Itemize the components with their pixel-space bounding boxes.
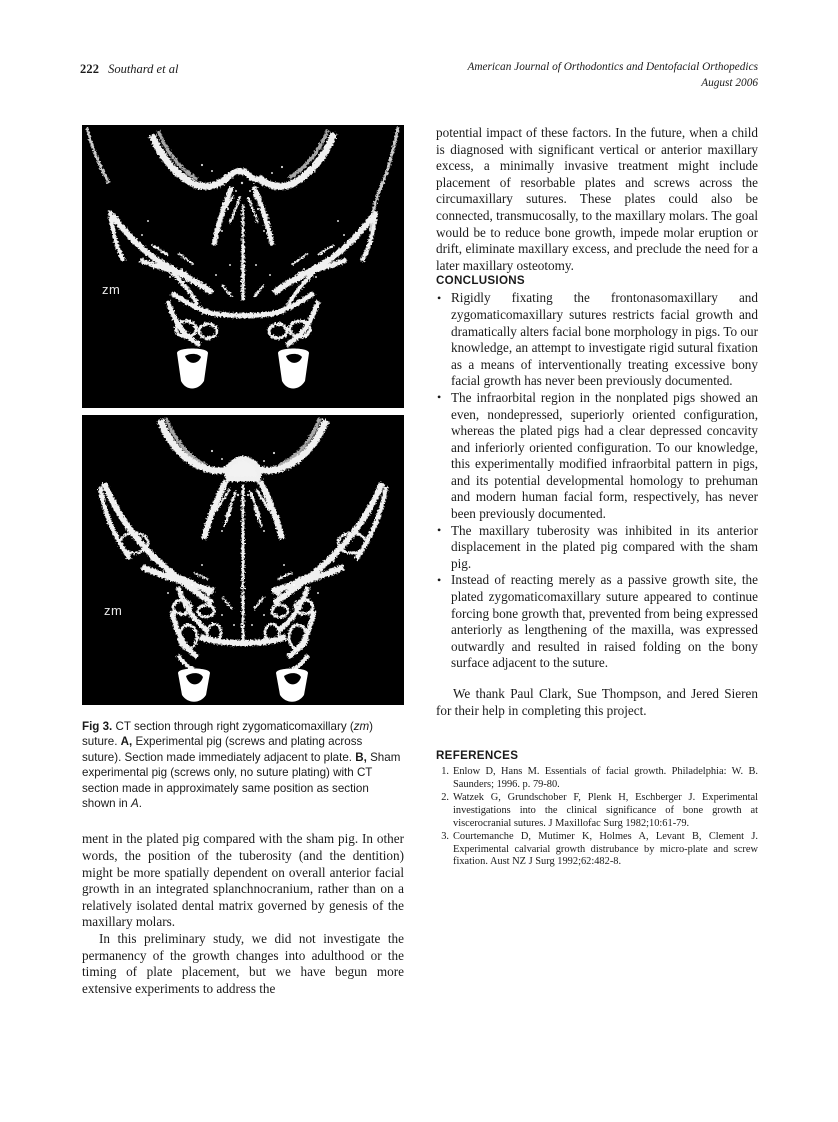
figure-3 — [82, 125, 404, 811]
ct-image-panel-b — [82, 415, 404, 705]
page-number: 222 — [80, 62, 100, 76]
caption-a-reference: A — [130, 797, 139, 811]
conclusions-list — [436, 290, 758, 672]
acknowledgment-paragraph: We thank Paul Clark, Sue Thompson, and Jered Sieren for their help in completing this project. — [436, 686, 758, 718]
running-head — [80, 60, 758, 100]
conclusion-item: • Rigidly fixating the frontonasomaxillary and zygomaticomaxillary sutures restricts facial growth and dramatically alters facial bone morphology in pigs. To our knowledge, an attempt to investigate rigid sutural fixation as a means of interventionally treating excessive bony facial growth has never been previously documented. — [436, 290, 758, 390]
conclusion-item: • Instead of reacting merely as a passive growth site, the plated zygomaticomaxillary suture appeared to continue forcing bone growth that, prevented from being expressed anteriorly as lengthening of the maxilla, was expressed outwardly and resulted in raised folding on the bony surface adjacent to the suture. — [436, 572, 758, 672]
zm-label-panel-a: zm — [102, 282, 121, 297]
caption-panel-b-marker: B, — [355, 750, 367, 764]
caption-text-end: . — [138, 797, 142, 811]
running-head-left — [80, 60, 178, 78]
caption-text-1: CT section through right zygomaticomaxillary ( — [112, 720, 354, 733]
caption-text-2: ) suture. — [82, 720, 374, 749]
conclusion-item: • The infraorbital region in the nonplated pigs showed an even, nondepressed, superiorly oriented configuration, whereas the plated pigs had a clear depressed concavity and inferiorly oriented configuration. To our knowledge, this experimentally modified infraorbital pattern in pigs, and its potential developmental homology to prehuman and modern human facial form, respectively, has never been previously documented. — [436, 390, 758, 523]
caption-zm-italic: zm — [353, 720, 370, 733]
conclusion-item: • The maxillary tuberosity was inhibited in its anterior displacement in the plated pig compared with the sham pig. — [436, 523, 758, 573]
conclusions-heading: CONCLUSIONS — [436, 274, 525, 288]
references-heading: REFERENCES — [436, 749, 519, 763]
left-paragraph-2: In this preliminary study, we did not investigate the permanency of the growth changes into adulthood or the timing of plate placement, but we have begun more extensive experiments to address the — [82, 931, 404, 996]
reference-item: Courtemanche D, Mutimer K, Holmes A, Levant B, Clement J. Experimental calvarial growth distrubance by micro-plate and screw fixation. Aust NZ J Surg 1992;62:482-8. — [453, 831, 758, 868]
reference-item: Enlow D, Hans M. Essentials of facial growth. Philadelphia: W. B. Saunders; 1996. p. 79-80. — [453, 766, 758, 790]
left-column — [82, 125, 404, 997]
zm-label-panel-b: zm — [104, 603, 123, 618]
caption-text-3: Experimental pig (screws and plating across suture). Section made immediately adjacent to plate. — [82, 735, 363, 764]
ct-image-panel-a — [82, 125, 404, 408]
running-head-right — [467, 60, 758, 91]
journal-title: American Journal of Orthodontics and Dentofacial Orthopedics — [467, 61, 758, 73]
left-paragraph-continued: ment in the plated pig compared with the sham pig. In other words, the position of the tuberosity (and the dentition) might be more spatially dependent on overall anterior facial growth in an integrated splanchnocranium, rather than on a relatively isolated dental matrix governed by genesis of the maxillary molars. — [82, 831, 404, 930]
right-column — [436, 125, 758, 870]
issue-date: August 2006 — [701, 76, 758, 89]
running-head-authors: Southard et al — [108, 62, 179, 76]
figure-label: Fig 3. — [82, 720, 113, 733]
figure-caption — [82, 719, 404, 811]
caption-text-4: Sham experimental pig (screws only, no suture plating) with CT section made in approximately same position as section shown in — [82, 750, 401, 811]
ct-skull-section-a — [82, 125, 404, 408]
references-list — [436, 766, 758, 869]
reference-item: Watzek G, Grundschober F, Plenk H, Eschberger J. Experimental investigations into the clinical significance of bone growth at viscerocranial sutures. J Maxillofac Surg 1982;10:61-79. — [453, 792, 758, 829]
caption-panel-a-marker: A, — [120, 735, 133, 749]
ct-skull-section-b — [82, 415, 404, 705]
right-paragraph-continued: potential impact of these factors. In the future, when a child is diagnosed with significant vertical or anterior maxillary excess, a minimally invasive treatment might include placement of resorbable plates and screws across the circumaxillary sutures. These plates could also be connected, transmucosally, to the maxillary molars. The goal would be to reduce bone growth, impede molar eruption or drift, eliminate maxillary excess, and preclude the need for a later maxillary osteotomy. — [436, 125, 758, 273]
